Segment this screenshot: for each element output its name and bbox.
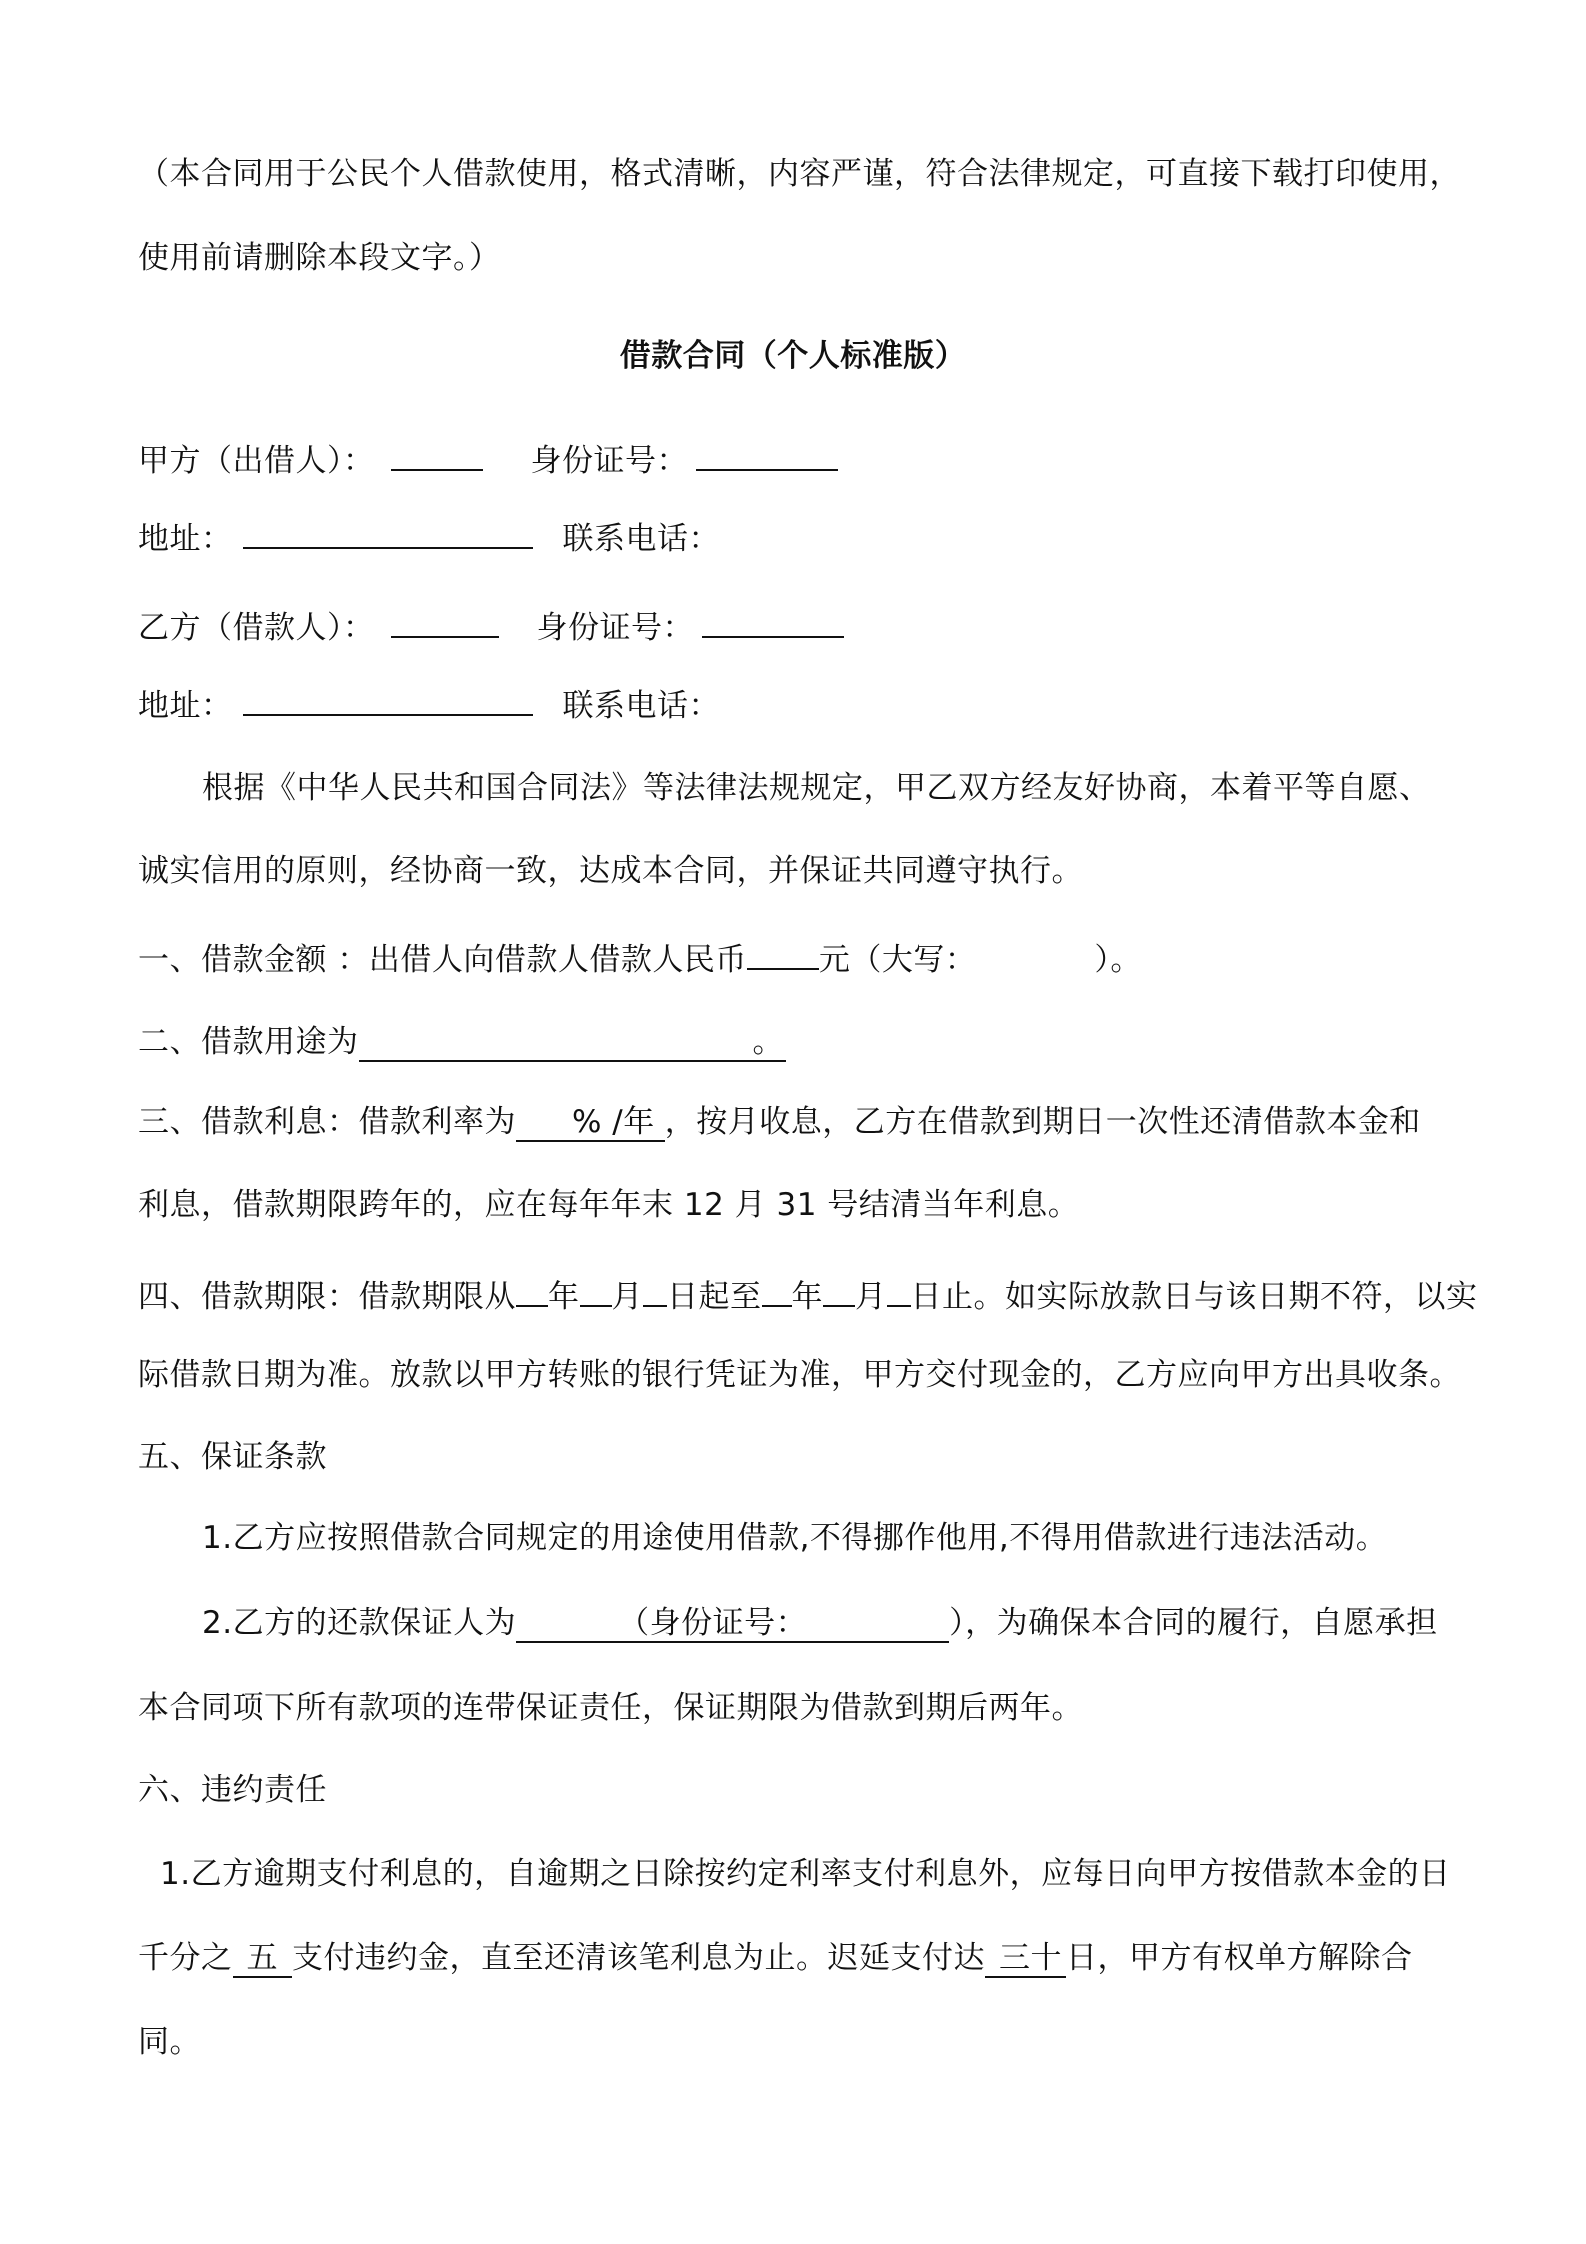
clause-3-interest-line-2: 利息，借款期限跨年的，应在每年年末 12 月 31 号结清当年利息。 bbox=[138, 1187, 1080, 1223]
usage-note-line-2: 使用前请删除本段文字。） bbox=[138, 240, 501, 276]
clause-5-item-1: 1.乙方应按照借款合同规定的用途使用借款,不得挪作他用,不得用借款进行违法活动。 bbox=[202, 1520, 1388, 1556]
clause-3-rest: ，按月收息，乙方在借款到期日一次性还清借款本金和 bbox=[664, 1104, 1421, 1140]
delay-days-blank bbox=[985, 1940, 1066, 1978]
lender-id-blank bbox=[696, 435, 838, 471]
clause-6-item-1-line-1: 1.乙方逾期支付利息的，自逾期之日除按约定利率支付利息外，应每日向甲方按借款本金的日 bbox=[160, 1856, 1451, 1892]
guarantor-id-label: （身份证号： bbox=[618, 1605, 808, 1641]
lender-id-label: 身份证号： bbox=[530, 443, 688, 479]
clause-4-day-to: 日止。如实际放款日与该日期不符，以实 bbox=[910, 1279, 1478, 1315]
borrower-address-blank bbox=[243, 680, 533, 716]
clause-4-term-line-2: 际借款日期为准。放款以甲方转账的银行凭证为准，甲方交付现金的，乙方应向甲方出具收条。 bbox=[138, 1357, 1461, 1393]
clause-2-purpose bbox=[138, 1020, 786, 1064]
clause-1-unit: 元（大写： bbox=[818, 942, 977, 978]
end-day-blank bbox=[887, 1271, 911, 1307]
clause-2-prefix: 二、借款用途为 bbox=[138, 1024, 359, 1060]
clause-4-term-line-1 bbox=[138, 1271, 1478, 1319]
usage-note-line-1: （本合同用于公民个人借款使用，格式清晰，内容严谨，符合法律规定，可直接下载打印使用， bbox=[138, 156, 1461, 192]
end-year-blank bbox=[762, 1271, 792, 1307]
borrower-address-label: 地址： bbox=[138, 688, 233, 724]
preamble-line-1: 根据《中华人民共和国合同法》等法律法规规定，甲乙双方经友好协商，本着平等自愿、 bbox=[202, 770, 1431, 806]
end-month-blank bbox=[823, 1271, 855, 1307]
borrower-address-row bbox=[138, 680, 720, 728]
start-month-label: 月 bbox=[611, 1279, 643, 1315]
clause-1-suffix: ）。 bbox=[1094, 942, 1142, 978]
guarantor-blank bbox=[516, 1605, 949, 1643]
borrower-name-blank bbox=[391, 602, 499, 638]
clause-1-amount bbox=[138, 934, 1142, 982]
end-month-label: 月 bbox=[855, 1279, 887, 1315]
penalty-rate-blank bbox=[233, 1940, 293, 1978]
amount-blank bbox=[747, 934, 819, 970]
start-month-blank bbox=[580, 1271, 612, 1307]
clause-6-item-1-line-3: 同。 bbox=[138, 2024, 201, 2060]
penalty-mid: 支付违约金，直至还清该笔利息为止。迟延支付达 bbox=[292, 1940, 985, 1976]
lender-address-row bbox=[138, 513, 720, 561]
guarantor-rest: ），为确保本合同的履行，自愿承担 bbox=[949, 1605, 1438, 1641]
preamble-line-2: 诚实信用的原则，经协商一致，达成本合同，并保证共同遵守执行。 bbox=[138, 853, 1083, 889]
lender-address-label: 地址： bbox=[138, 521, 233, 557]
clause-3-interest-line-1 bbox=[138, 1100, 1421, 1144]
penalty-prefix: 千分之 bbox=[138, 1940, 233, 1976]
interest-rate-unit: % /年 bbox=[572, 1104, 655, 1140]
start-year-label: 年 bbox=[548, 1279, 580, 1315]
borrower-label: 乙方（借款人）： bbox=[138, 610, 375, 646]
start-year-blank bbox=[516, 1271, 548, 1307]
lender-row bbox=[138, 435, 838, 483]
borrower-id-blank bbox=[702, 602, 844, 638]
clause-5-heading: 五、保证条款 bbox=[138, 1439, 327, 1475]
interest-rate-blank bbox=[516, 1104, 665, 1142]
lender-phone-label: 联系电话： bbox=[562, 521, 720, 557]
start-day-blank bbox=[643, 1271, 667, 1307]
clause-3-prefix: 三、借款利息：借款利率为 bbox=[138, 1104, 516, 1140]
purpose-end: 。 bbox=[752, 1024, 784, 1060]
penalty-rate-value: 五 bbox=[246, 1940, 278, 1976]
lender-label: 甲方（出借人）： bbox=[138, 443, 375, 479]
clause-6-heading: 六、违约责任 bbox=[138, 1772, 327, 1808]
clause-5-item-2-line-2: 本合同项下所有款项的连带保证责任，保证期限为借款到期后两年。 bbox=[138, 1690, 1083, 1726]
end-year-label: 年 bbox=[791, 1279, 823, 1315]
clause-5-item-2-line-1 bbox=[202, 1601, 1438, 1645]
lender-name-blank bbox=[391, 435, 483, 471]
lender-address-blank bbox=[243, 513, 533, 549]
borrower-id-label: 身份证号： bbox=[536, 610, 694, 646]
purpose-blank bbox=[359, 1024, 787, 1062]
clause-1-prefix: 一、借款金额 ：出借人向借款人借款人民币 bbox=[138, 942, 747, 978]
clause-4-prefix: 四、借款期限：借款期限从 bbox=[138, 1279, 516, 1315]
borrower-row bbox=[138, 602, 844, 650]
penalty-end: 日，甲方有权单方解除合 bbox=[1066, 1940, 1413, 1976]
guarantor-prefix: 2.乙方的还款保证人为 bbox=[202, 1605, 517, 1641]
start-day-label: 日起至 bbox=[667, 1279, 762, 1315]
page-title: 借款合同（个人标准版） bbox=[619, 338, 967, 374]
clause-6-item-1-line-2 bbox=[138, 1936, 1413, 1980]
borrower-phone-label: 联系电话： bbox=[562, 688, 720, 724]
delay-days-value: 三十 bbox=[999, 1940, 1062, 1976]
